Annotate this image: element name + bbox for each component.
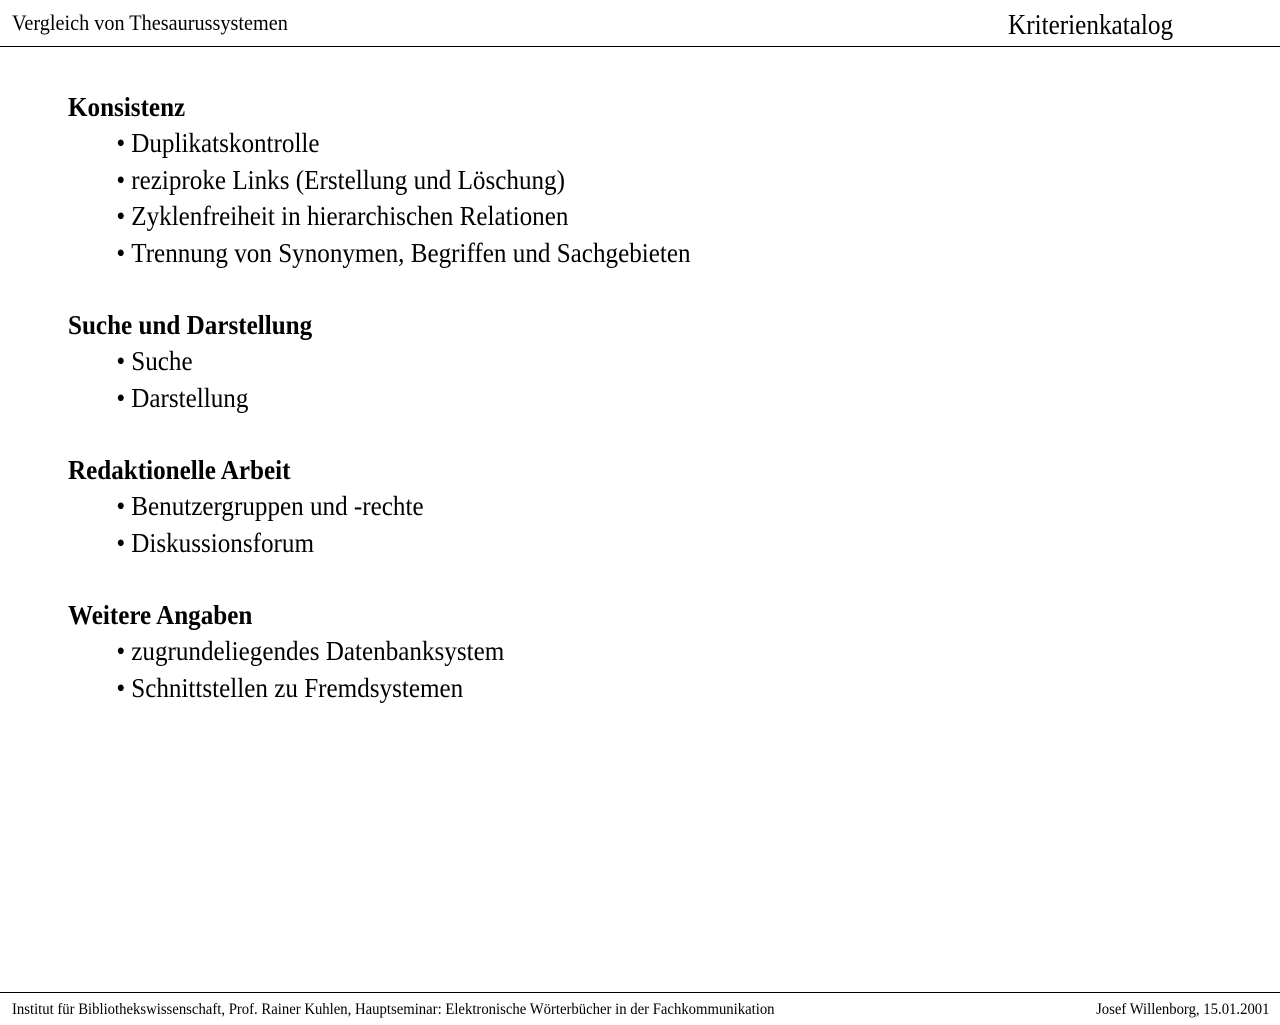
bullet-icon: •: [116, 237, 126, 268]
list-item-text: Suche: [131, 346, 193, 376]
bullet-icon: •: [116, 201, 126, 231]
section-title: Konsistenz: [68, 92, 186, 122]
page-footer: [0, 992, 1280, 1025]
list-item-text: reziproke Links (Erstellung und Löschung): [131, 164, 565, 195]
section-konsistenz: [68, 89, 1218, 271]
bullet-icon: •: [116, 672, 126, 703]
section-weitere-angaben: [68, 597, 1218, 706]
list-item-text: Schnittstellen zu Fremdsystemen: [131, 672, 464, 703]
list-item-text: Trennung von Synonymen, Begriffen und Sachgebieten: [131, 237, 691, 268]
list-item-text: zugrundeliegendes Datenbanksystem: [131, 636, 505, 666]
list-item: [68, 125, 1138, 162]
section-suche-und-darstellung: [68, 307, 1218, 416]
section-heading: Kriterienkatalog: [1008, 10, 1174, 41]
bullet-icon: •: [116, 382, 126, 413]
list-item-text: Zyklenfreiheit in hierarchischen Relationen: [131, 201, 569, 231]
list-item: [68, 670, 1138, 707]
bullet-icon: •: [116, 346, 126, 376]
list-item-text: Duplikatskontrolle: [131, 128, 320, 158]
list-item: [68, 380, 1138, 417]
document-title: Vergleich von Thesaurussystemen: [12, 10, 288, 35]
bullet-icon: •: [116, 527, 126, 558]
section-title: Weitere Angaben: [68, 600, 253, 630]
bullet-icon: •: [116, 636, 126, 666]
list-item: [68, 525, 1138, 562]
footer-author-date: Josef Willenborg, 15.01.2001: [1096, 1001, 1270, 1018]
list-item-text: Benutzergruppen und -rechte: [131, 491, 424, 521]
section-title: Redaktionelle Arbeit: [68, 455, 291, 485]
bullet-icon: •: [116, 164, 126, 195]
page-header: [0, 0, 1280, 47]
list-item: [68, 488, 1138, 525]
bullet-icon: •: [116, 491, 126, 521]
bullet-icon: •: [116, 128, 126, 158]
list-item: [68, 198, 1138, 235]
section-redaktionelle-arbeit: [68, 452, 1218, 561]
list-item: [68, 162, 1138, 199]
list-item: [68, 235, 1138, 272]
list-item-text: Darstellung: [131, 382, 249, 413]
section-title: Suche und Darstellung: [68, 310, 313, 340]
list-item: [68, 343, 1138, 380]
criteria-list: [68, 89, 1218, 742]
list-item-text: Diskussionsforum: [131, 527, 314, 558]
footer-institution: Institut für Bibliothekswissenschaft, Prof. Rainer Kuhlen, Hauptseminar: Elektronische Wörterbücher in der Fachkommunikation: [12, 1001, 775, 1018]
list-item: [68, 633, 1138, 670]
